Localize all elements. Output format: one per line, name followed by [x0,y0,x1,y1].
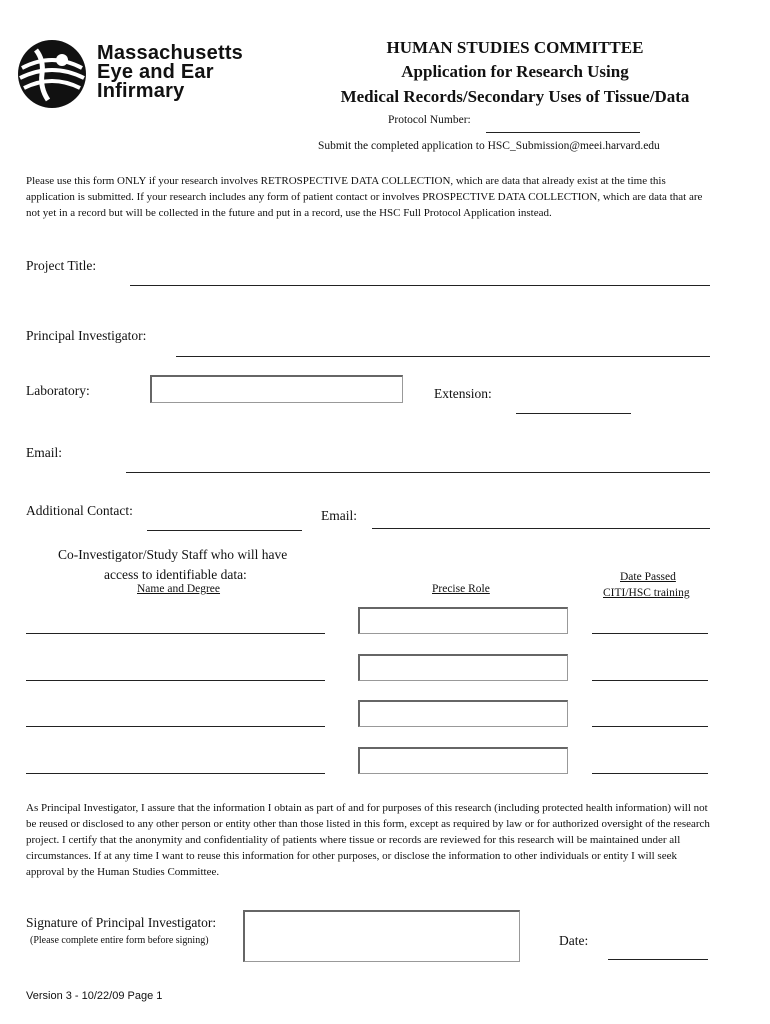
email-field[interactable] [126,472,710,473]
project-title-field[interactable] [130,285,710,286]
form-title-line-2: Medical Records/Secondary Uses of Tissue/Data [340,87,690,106]
laboratory-input[interactable] [150,375,403,403]
protocol-number-field[interactable] [486,132,640,133]
col-date-passed: Date Passed [620,571,676,583]
coinvestigator-role-input[interactable] [358,607,568,634]
coinvestigator-name-field[interactable] [26,680,325,681]
additional-contact-field[interactable] [147,530,302,531]
coinvestigator-date-field[interactable] [592,726,708,727]
coinvestigator-date-field[interactable] [592,633,708,634]
protocol-number-label: Protocol Number: [388,114,471,126]
extension-label: Extension: [434,386,492,401]
additional-email-label: Email: [321,508,357,523]
intro-paragraph: Please use this form ONLY if your research involves RETROSPECTIVE DATA COLLECTION, which are data that already exist at the time this application is submitted. If your research includes any form of patient contact or involves PROSPECTIVE DATA COLLECTION, which are data that are not yet in a record but will be collected in the future and put in a record, use the HSC Full Protocol Application instead. [26,175,703,219]
signature-date-field[interactable] [608,959,708,960]
coinvestigator-date-field[interactable] [592,680,708,681]
coinvestigators-heading-1: Co-Investigator/Study Staff who will have [58,547,288,562]
col-precise-role: Precise Role [432,583,490,595]
col-name-degree: Name and Degree [137,583,221,595]
meei-logo-text [97,44,243,101]
coinvestigators-heading-2: access to identifiable data: [104,567,247,582]
meei-logo-icon [14,38,90,110]
principal-investigator-label: Principal Investigator: [26,328,147,343]
coinvestigator-role-input[interactable] [358,700,568,727]
committee-title: HUMAN STUDIES COMMITTEE [386,38,644,57]
date-label: Date: [559,933,589,948]
logo-line-3: Infirmary [97,80,185,102]
coinvestigator-role-input[interactable] [358,747,568,774]
assurance-paragraph: As Principal Investigator, I assure that the information I obtain as part of and for purposes of this research (including protected health information) will not be reused or disclosed to any other person or entity other than those listed in this form, except as required by law or for authorized oversight of the research project. I certify that the anonymity and confidentiality of patients where tissue or records are reviewed for this research will be maintained under all circumstances. If at any time I want to reuse this information for other purposes, or disclose the information to other individuals or entity I will seek approval by the Human Studies Committee. [26,802,710,878]
col-citi-training: CITI/HSC training [603,587,690,599]
page-footer: Version 3 - 10/22/09 Page 1 [26,990,163,1002]
additional-contact-label: Additional Contact: [26,503,133,518]
coinvestigator-name-field[interactable] [26,773,325,774]
coinvestigator-role-input[interactable] [358,654,568,681]
additional-email-field[interactable] [372,528,710,529]
project-title-label: Project Title: [26,258,97,273]
signature-note: (Please complete entire form before signing) [30,935,209,946]
coinvestigator-date-field[interactable] [592,773,708,774]
coinvestigator-name-field[interactable] [26,726,325,727]
form-title-line-1: Application for Research Using [401,62,629,81]
coinvestigator-name-field[interactable] [26,633,325,634]
signature-input[interactable] [243,910,520,962]
submit-instructions: Submit the completed application to HSC_Submission@meei.harvard.edu [318,140,660,152]
signature-label: Signature of Principal Investigator: [26,915,217,930]
logo-line-2: Eye and Ear [97,61,214,83]
laboratory-label: Laboratory: [26,383,90,398]
email-label: Email: [26,445,62,460]
principal-investigator-field[interactable] [176,356,710,357]
logo-line-1: Massachusetts [97,42,243,64]
extension-field[interactable] [516,413,631,414]
